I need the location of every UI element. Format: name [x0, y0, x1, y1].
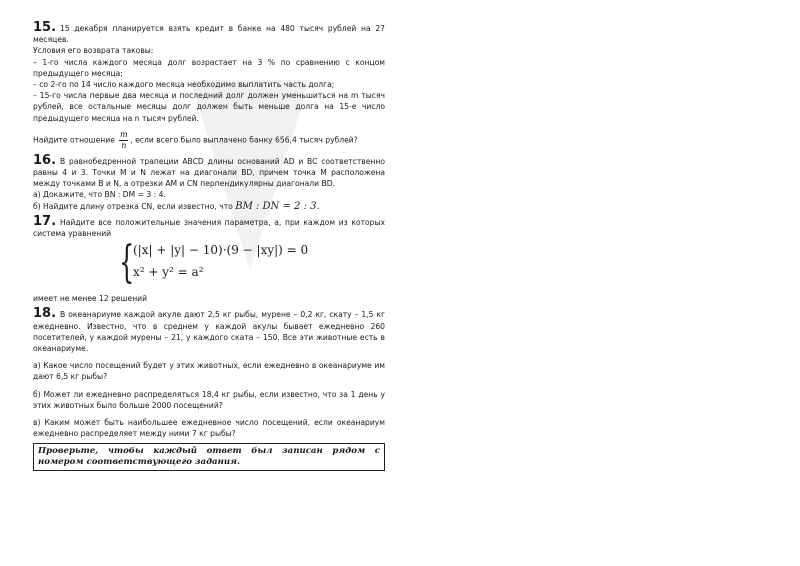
task-15 [33, 22, 385, 151]
fraction-denominator: n [121, 140, 127, 150]
task-15-condition-1: – 1-го числа каждого месяца долг возрастает на 3 % по сравнению с концом предыдущего месяца; [33, 57, 385, 78]
task-15-conditions-header: Условия его возврата таковы: [33, 46, 154, 56]
fraction-numerator: m [120, 129, 128, 139]
task-18 [33, 308, 385, 439]
system-brace: { [119, 237, 135, 289]
task-16-part-a: а) Докажите, что BN : DM = 3 : 4. [33, 190, 166, 200]
task-15-condition-2: – со 2-го по 14 число каждого месяца необходимо выплатить часть долга; [33, 80, 335, 90]
notice-box: Проверьте, чтобы каждый ответ был записан рядом с номером соответствующего задания. [33, 443, 385, 471]
task-17 [33, 213, 385, 305]
task-16 [33, 152, 385, 212]
task-18-part-b: б) Может ли ежедневно распределяться 18,4 кг рыбы, если известно, что за 1 день у этих животных было больше 2000 посещений? [33, 389, 385, 410]
task-15-question [33, 130, 385, 151]
task-15-number: 15. [33, 20, 57, 35]
task-15-intro: 15 декабря планируется взять кредит в банке на 480 тысяч рублей на 27 месяцев. [33, 24, 385, 45]
task-16-part-b-text: б) Найдите длину отрезка CN, если известно, что [33, 201, 233, 211]
task-16-part-b [33, 201, 385, 212]
fraction-m-over-n [119, 130, 128, 151]
worksheet-column [33, 22, 385, 471]
equation-1: (|x| + |y| − 10)·(9 − |xy|) = 0 [133, 243, 309, 258]
task-18-part-c: в) Каким может быть наибольшее ежедневное число посещений, если океанариум ежедневно распределяет между ними 7 кг рыбы? [33, 418, 385, 439]
task-15-question-pre: Найдите отношение [33, 135, 115, 145]
equation-2: x² + y² = a² [133, 265, 204, 280]
task-18-part-a: а) Какое число посещений будет у этих животных, если ежедневно в океанариуме им дают 6,5 кг рыбы? [33, 361, 385, 382]
task-16-part-b-formula: BM : DN = 2 : 3. [235, 200, 320, 212]
task-17-number: 17. [33, 213, 57, 229]
task-18-text: В океанариуме каждой акуле дают 2,5 кг рыбы, мурене – 0,2 кг, скату – 1,5 кг ежедневно. Известно, что в среднем у каждой акулы бывает ежедневно 260 посетителей, у каждой мурены – 21, у каждого ската – 150. Все эти животные есть в океанариуме. [33, 310, 385, 354]
equation-system [119, 237, 385, 289]
task-15-question-post: , если всего было выплачено банку 656,4 тысяч рублей? [130, 135, 358, 145]
task-17-after: имеет не менее 12 решений [33, 294, 148, 304]
task-16-number: 16. [33, 152, 57, 168]
task-16-text: В равнобедренной трапеции ABCD длины оснований AD и BC соответственно равны 4 и 3. Точки M и N лежат на диагонали BD, причем точка M расположена между точками B и N, а отрезки AM и CN перпендикулярны диагонали BD. [33, 156, 385, 189]
task-15-condition-3: – 15-го числа первые два месяца и последний долг должен уменьшиться на m тысяч рублей, все остальные месяцы долг должен быть меньше долга на 15-е число предыдущего месяца на n тысяч рублей. [33, 91, 385, 123]
task-18-number: 18. [33, 306, 57, 322]
task-17-text: Найдите все положительные значения параметра, а, при каждом из которых система уравнений [33, 217, 385, 239]
